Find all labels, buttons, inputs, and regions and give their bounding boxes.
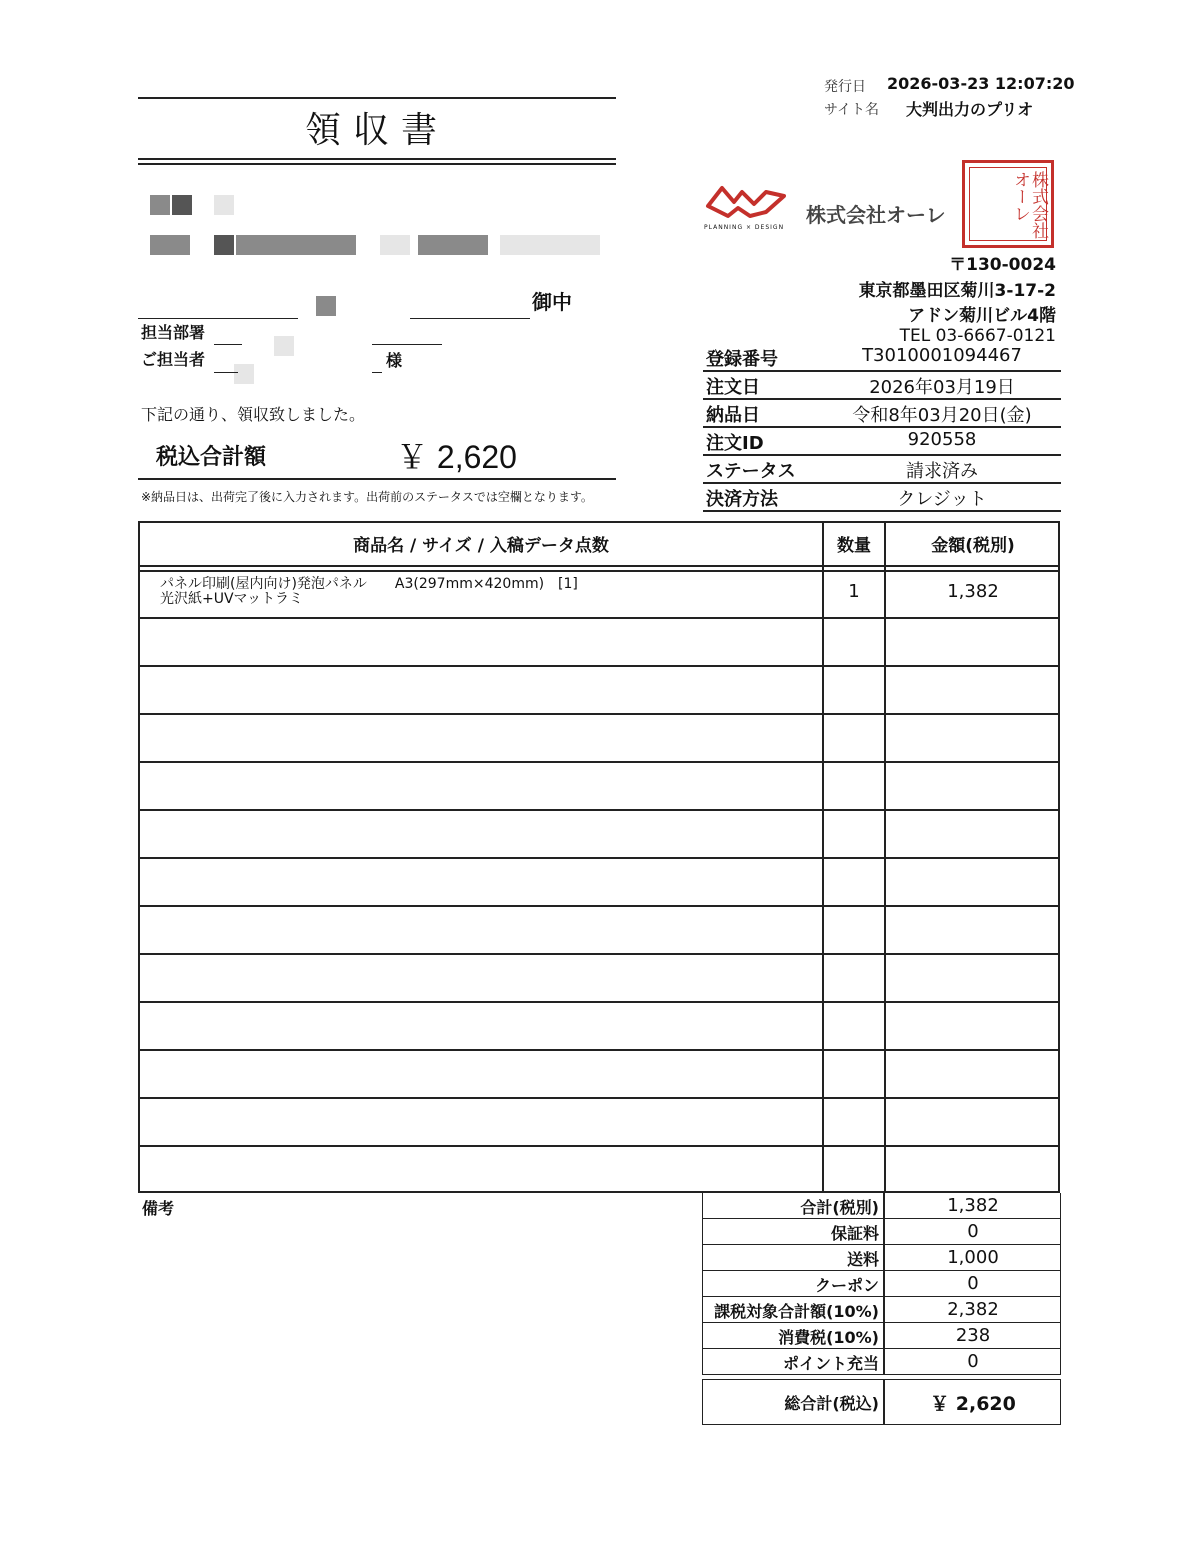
company-address-2: アドン菊川ビル4階 xyxy=(908,306,1056,326)
issue-date-value: 2026-03-23 12:07:20 xyxy=(887,74,1075,93)
row-rule xyxy=(140,905,1058,907)
info-row-status xyxy=(703,455,1061,484)
recipient-line-2 xyxy=(410,318,530,319)
total-value: ￥ 2,620 xyxy=(396,439,517,475)
title-bottom-rule-1 xyxy=(138,158,616,160)
info-label: 納品日 xyxy=(706,405,760,426)
info-row-payment xyxy=(703,483,1061,512)
issue-date-label: 発行日 xyxy=(824,79,866,95)
info-value: 920558 xyxy=(907,429,977,450)
dept-label: 担当部署 xyxy=(141,323,206,342)
total-row-subtotal xyxy=(702,1193,1061,1219)
company-logo xyxy=(704,182,790,234)
total-rule xyxy=(138,478,616,480)
seal-text: 株式会社オーレ xyxy=(1010,171,1048,239)
row-rule xyxy=(140,857,1058,859)
recipient-line-1 xyxy=(138,318,298,319)
total-row-shipping xyxy=(702,1245,1061,1271)
dept-line-2 xyxy=(372,344,442,345)
total-row-label: 保証料 xyxy=(830,1224,879,1243)
header-item: 商品名 / サイズ / 入稿データ点数 xyxy=(353,536,609,556)
item-name xyxy=(160,577,578,607)
item-qty: 1 xyxy=(848,581,860,602)
total-row-label: 消費税(10%) xyxy=(778,1328,879,1347)
total-row-label: 送料 xyxy=(846,1250,879,1269)
header-rule-2 xyxy=(140,570,1058,572)
receipt-statement: 下記の通り、領収致しました。 xyxy=(141,405,366,424)
person-label: ご担当者 xyxy=(141,350,206,369)
total-row-tax xyxy=(702,1323,1061,1349)
company-tel: TEL 03-6667-0121 xyxy=(899,326,1056,346)
total-row-coupon xyxy=(702,1271,1061,1297)
info-row-order-date xyxy=(703,371,1061,400)
total-row-label: ポイント充当 xyxy=(782,1354,879,1373)
company-seal xyxy=(962,160,1054,248)
info-value: 請求済み xyxy=(906,461,978,482)
person-line-2 xyxy=(372,372,382,373)
document-title: 領収書 xyxy=(304,110,449,151)
item-line-1: パネル印刷(屋内向け)発泡パネル A3(297mm×420mm) [1] xyxy=(160,576,578,592)
logo-subtitle: PLANNING × DESIGN xyxy=(704,224,785,231)
info-label: 注文日 xyxy=(706,377,760,398)
title-bottom-rule-2 xyxy=(138,163,616,165)
recipient-suffix: 御中 xyxy=(532,290,572,314)
delivery-note: ※納品日は、出荷完了後に入力されます。出荷前のステータスでは空欄となります。 xyxy=(141,490,593,504)
site-name-label: サイト名 xyxy=(824,102,880,118)
total-row-taxable xyxy=(702,1297,1061,1323)
total-row-points xyxy=(702,1349,1061,1375)
total-row-label: 合計(税別) xyxy=(800,1198,879,1217)
row-rule xyxy=(140,953,1058,955)
row-rule xyxy=(140,809,1058,811)
site-name-value: 大判出力のプリオ xyxy=(906,100,1034,119)
title-top-rule xyxy=(138,97,616,99)
header-qty: 数量 xyxy=(837,536,871,556)
grand-total-value: ￥ 2,620 xyxy=(930,1393,1016,1415)
info-label: 登録番号 xyxy=(706,349,778,370)
info-value: 2026年03月19日 xyxy=(869,377,1015,398)
total-label: 税込合計額 xyxy=(156,445,267,470)
total-row-value: 238 xyxy=(955,1325,991,1346)
grand-total-row xyxy=(702,1379,1061,1425)
total-row-value: 0 xyxy=(967,1221,979,1242)
info-row-delivery-date xyxy=(703,399,1061,428)
dept-line-1 xyxy=(214,344,242,345)
row-rule xyxy=(140,1145,1058,1147)
header-amount: 金額(税別) xyxy=(931,536,1015,556)
remarks-label: 備考 xyxy=(142,1199,175,1218)
honorific: 様 xyxy=(386,351,403,370)
info-value: クレジット xyxy=(897,489,987,510)
company-address-1: 東京都墨田区菊川3-17-2 xyxy=(858,281,1056,301)
total-row-value: 0 xyxy=(967,1351,979,1372)
info-label: 決済方法 xyxy=(706,489,778,510)
person-line-1 xyxy=(214,372,238,373)
info-value: 令和8年03月20日(金) xyxy=(852,405,1032,426)
row-rule xyxy=(140,1049,1058,1051)
item-line-2: 光沢紙+UVマットラミ xyxy=(160,591,303,607)
info-value: T3010001094467 xyxy=(862,345,1022,366)
info-row-order-id xyxy=(703,427,1061,456)
info-label: ステータス xyxy=(706,461,796,482)
info-row-registration xyxy=(703,343,1061,372)
row-rule xyxy=(140,713,1058,715)
total-row-label: クーポン xyxy=(814,1276,879,1295)
grand-total-label: 総合計(税込) xyxy=(784,1394,879,1413)
row-rule xyxy=(140,1097,1058,1099)
total-row-value: 1,382 xyxy=(947,1195,999,1216)
item-amount: 1,382 xyxy=(947,581,999,602)
row-rule xyxy=(140,665,1058,667)
info-label: 注文ID xyxy=(706,433,764,454)
total-row-guarantee xyxy=(702,1219,1061,1245)
logo-mark-icon xyxy=(704,182,790,222)
total-row-label: 課税対象合計額(10%) xyxy=(714,1302,879,1321)
row-rule xyxy=(140,617,1058,619)
row-rule xyxy=(140,1001,1058,1003)
row-rule xyxy=(140,761,1058,763)
items-table xyxy=(138,521,1060,1193)
total-row-value: 2,382 xyxy=(947,1299,999,1320)
company-name: 株式会社オーレ xyxy=(806,203,946,227)
total-row-value: 0 xyxy=(967,1273,979,1294)
company-postal: 〒130-0024 xyxy=(949,255,1056,275)
header-rule-1 xyxy=(140,565,1058,567)
total-row-value: 1,000 xyxy=(947,1247,999,1268)
